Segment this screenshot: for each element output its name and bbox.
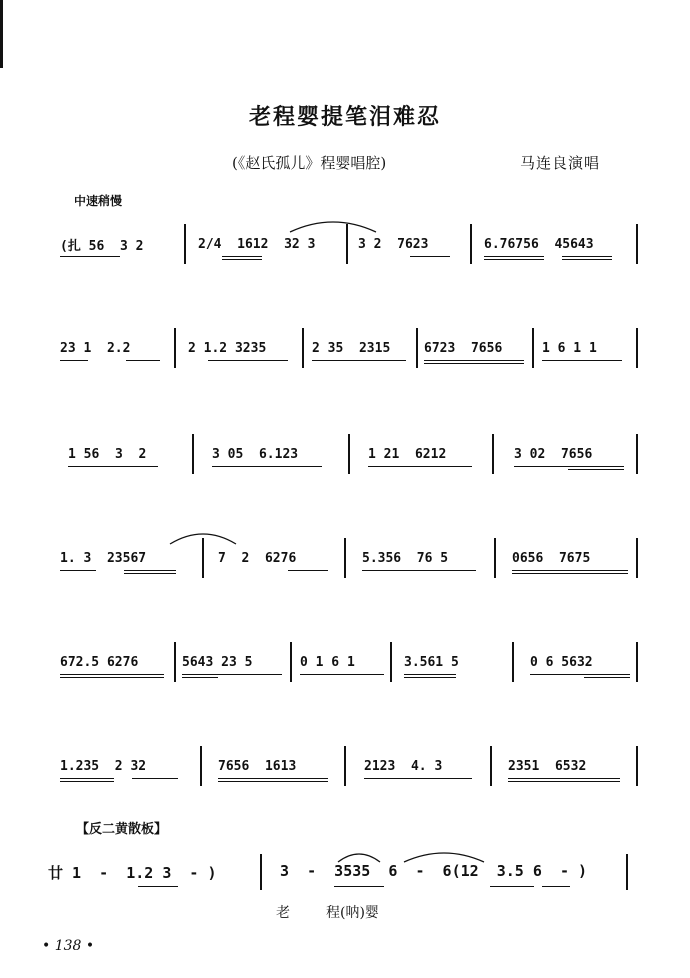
underline-mark xyxy=(410,256,450,257)
measure: 2351 6532 xyxy=(508,758,587,774)
measure: (扎 56 3 2 xyxy=(60,238,144,254)
bar-line xyxy=(260,854,262,890)
underline-mark xyxy=(212,466,322,467)
sanban-line xyxy=(48,848,648,898)
sanban-phrase-1: 廿 1 - 1.2 3 - ) xyxy=(48,864,217,882)
bar-line xyxy=(390,642,392,682)
underline-mark xyxy=(218,781,328,782)
bar-line xyxy=(192,434,194,474)
underline-mark xyxy=(514,466,624,467)
underline-mark xyxy=(68,466,158,467)
bar-line xyxy=(470,224,472,264)
underline-mark xyxy=(542,886,570,887)
slur-mark xyxy=(336,850,382,864)
page-number: • 138 • xyxy=(42,938,95,954)
notation-line-5 xyxy=(56,632,640,692)
underline-mark xyxy=(584,677,630,678)
performer-credit: 马连良演唱 xyxy=(520,154,601,172)
underline-mark xyxy=(218,778,328,779)
underline-mark xyxy=(60,778,114,779)
measure: 2 35 2315 xyxy=(312,340,391,356)
measure: 0 1 6 1 xyxy=(300,654,355,670)
measure: 3 05 6.123 xyxy=(212,446,299,462)
bar-line xyxy=(416,328,418,368)
underline-mark xyxy=(490,886,534,887)
bar-line xyxy=(348,434,350,474)
lyric-char: 老 xyxy=(276,905,290,921)
underline-mark xyxy=(362,570,476,571)
bar-line xyxy=(512,642,514,682)
underline-mark xyxy=(222,259,262,260)
section-label: 【反二黄散板】 xyxy=(76,822,168,837)
lyric-text: 程(呐)婴 xyxy=(326,905,379,921)
measure: 672.5 6276 xyxy=(60,654,139,670)
tempo-marking: 中速稍慢 xyxy=(74,194,123,208)
underline-mark xyxy=(484,256,544,257)
notation-line-6 xyxy=(56,736,640,796)
bar-line xyxy=(636,328,638,368)
measure: 1 6 1 1 xyxy=(542,340,597,356)
bar-line xyxy=(492,434,494,474)
underline-mark xyxy=(542,360,622,361)
underline-mark xyxy=(424,360,524,361)
song-title: 老程婴提笔泪难忍 xyxy=(248,105,441,130)
measure: 5.356 76 5 xyxy=(362,550,449,566)
notation-line-2 xyxy=(56,318,640,378)
underline-mark xyxy=(60,360,88,361)
bar-line xyxy=(184,224,186,264)
bar-line xyxy=(636,642,638,682)
underline-mark xyxy=(508,778,620,779)
measure: 2/4 1612 32 3 xyxy=(198,236,316,252)
underline-mark xyxy=(568,469,624,470)
underline-mark xyxy=(288,570,328,571)
bar-line xyxy=(626,854,628,890)
measure: 0656 7675 xyxy=(512,550,591,566)
measure: 7 2 6276 xyxy=(218,550,297,566)
underline-mark xyxy=(60,570,96,571)
underline-mark xyxy=(512,573,628,574)
measure: 1 21 6212 xyxy=(368,446,447,462)
underline-mark xyxy=(312,360,406,361)
measure: 0 6 5632 xyxy=(530,654,593,670)
underline-mark xyxy=(334,886,384,887)
measure: 3.561 5 xyxy=(404,654,459,670)
bar-line xyxy=(344,538,346,578)
measure: 2123 4. 3 xyxy=(364,758,443,774)
song-subtitle: (《赵氏孤儿》程婴唱腔) xyxy=(232,154,387,172)
underline-mark xyxy=(404,677,456,678)
underline-mark xyxy=(208,360,288,361)
bar-line xyxy=(174,328,176,368)
underline-mark xyxy=(562,259,612,260)
notation-line-1 xyxy=(56,214,640,274)
underline-mark xyxy=(182,674,282,675)
bar-line xyxy=(344,746,346,786)
measure: 6723 7656 xyxy=(424,340,503,356)
bar-line xyxy=(302,328,304,368)
underline-mark xyxy=(60,677,164,678)
measure: 1.235 2 32 xyxy=(60,758,147,774)
slur-mark xyxy=(168,530,238,546)
bar-line xyxy=(636,538,638,578)
notation-line-3 xyxy=(56,424,640,484)
underline-mark xyxy=(138,886,178,887)
measure: 3 2 7623 xyxy=(358,236,429,252)
underline-mark xyxy=(300,674,384,675)
underline-mark xyxy=(512,570,628,571)
slur-mark xyxy=(288,218,378,234)
bar-line xyxy=(200,746,202,786)
underline-mark xyxy=(60,781,114,782)
underline-mark xyxy=(60,256,120,257)
bar-line xyxy=(636,224,638,264)
underline-mark xyxy=(222,256,262,257)
bar-line xyxy=(494,538,496,578)
underline-mark xyxy=(484,259,544,260)
underline-mark xyxy=(132,778,178,779)
underline-mark xyxy=(530,674,630,675)
bar-line xyxy=(174,642,176,682)
underline-mark xyxy=(368,466,472,467)
measure: 2 1.2 3235 xyxy=(188,340,267,356)
bar-line xyxy=(532,328,534,368)
underline-mark xyxy=(182,677,218,678)
slur-mark xyxy=(402,850,486,864)
measure: 23 1 2.2 xyxy=(60,340,131,356)
page-edge-line xyxy=(0,0,3,68)
sanban-phrase-2: 3 - 3535 6 - 6(12 3.5 6 - ) xyxy=(280,862,588,880)
measure: 7656 1613 xyxy=(218,758,297,774)
measure: 5643 23 5 xyxy=(182,654,253,670)
bar-line xyxy=(636,434,638,474)
measure: 3 02 7656 xyxy=(514,446,593,462)
underline-mark xyxy=(124,573,176,574)
underline-mark xyxy=(404,674,456,675)
bar-line xyxy=(636,746,638,786)
underline-mark xyxy=(124,570,176,571)
measure: 6.76756 45643 xyxy=(484,236,594,252)
underline-mark xyxy=(364,778,472,779)
underline-mark xyxy=(508,781,620,782)
underline-mark xyxy=(126,360,160,361)
bar-line xyxy=(490,746,492,786)
underline-mark xyxy=(424,363,524,364)
measure: 1. 3 23567 xyxy=(60,550,147,566)
underline-mark xyxy=(562,256,612,257)
underline-mark xyxy=(60,674,164,675)
notation-line-4 xyxy=(56,528,640,588)
bar-line xyxy=(290,642,292,682)
measure: 1 56 3 2 xyxy=(68,446,147,462)
